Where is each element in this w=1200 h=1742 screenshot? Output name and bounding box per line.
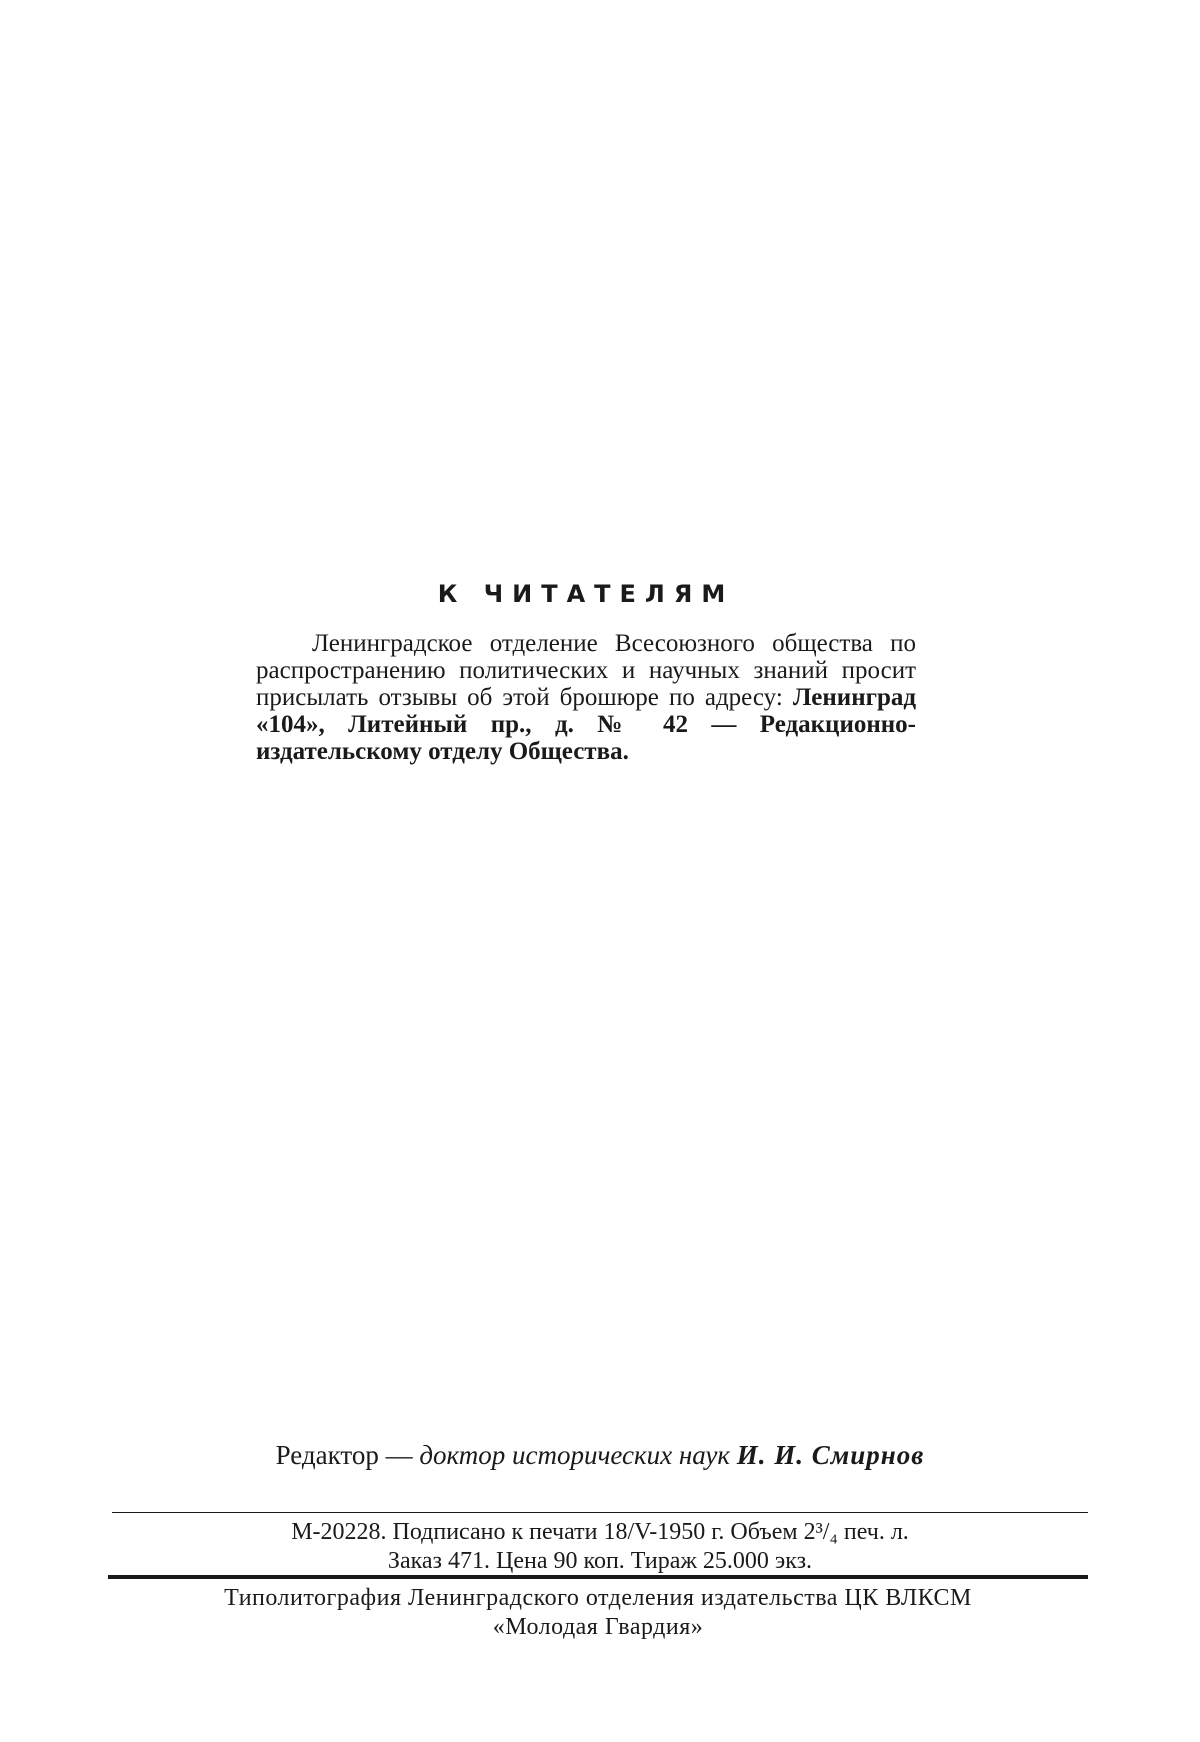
imprint-block [112,1518,1088,1576]
notice-title: К ЧИТАТЕЛЯМ [437,580,735,608]
imprint-line-1: М-20228. Подписано к печати 18/V-1950 г. Объем 2³/₄ печ. л. [291,1519,909,1545]
reader-notice [256,580,916,765]
editor-title: доктор исторических наук [419,1440,737,1470]
notice-body [256,630,916,765]
editor-label: Редактор — [275,1440,420,1470]
thick-divider [108,1575,1088,1579]
imprint-line-2: Заказ 471. Цена 90 коп. Тираж 25.000 экз. [387,1548,813,1574]
printer-line-2: «Молодая Гвардия» [492,1614,704,1640]
editor-name: И. И. Смирнов [736,1440,925,1470]
printer-block [108,1584,1088,1642]
editor-credit [0,1440,1200,1471]
thin-divider [112,1512,1088,1513]
notice-body-text: Ленинградское отделение Всесоюзного общества по распространению политических и научных знаний просит присылать отзывы об этой брошюре по адресу: [256,630,916,711]
printer-line-1: Типолитография Ленинградского отделения издательства ЦК ВЛКСМ [224,1585,972,1611]
notice-address: Ленинград «104», Литейный пр., д. № 42 — Редакционно-издательскому отделу Общества. [256,684,916,765]
